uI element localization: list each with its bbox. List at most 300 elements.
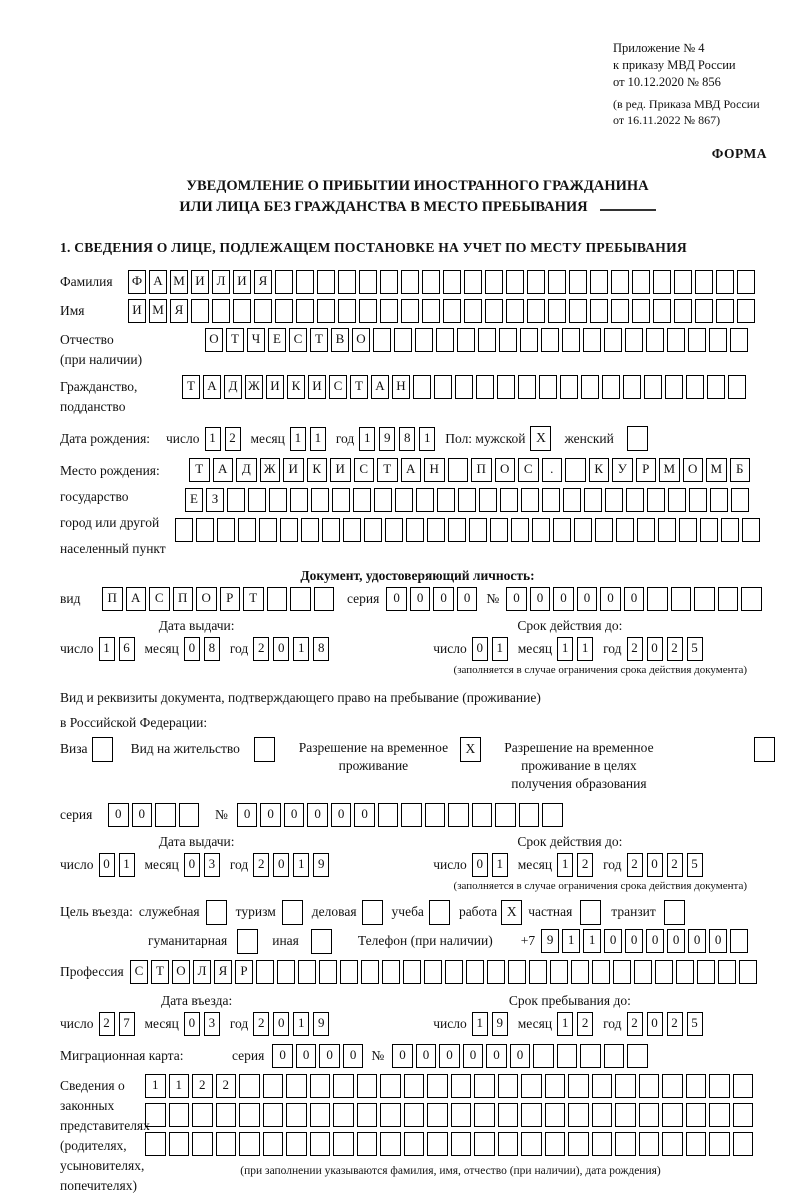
char-cell[interactable] xyxy=(361,960,379,984)
char-cell[interactable] xyxy=(730,328,748,352)
char-cell[interactable]: П xyxy=(173,587,194,611)
char-cell[interactable]: 0 xyxy=(273,637,289,661)
char-cell[interactable]: 0 xyxy=(416,1044,437,1068)
char-cell[interactable]: Ж xyxy=(260,458,281,482)
char-cell[interactable] xyxy=(560,375,578,399)
char-cell[interactable]: 6 xyxy=(119,637,135,661)
char-cell[interactable]: Т xyxy=(350,375,368,399)
char-cell[interactable] xyxy=(741,587,762,611)
char-cell[interactable]: С xyxy=(289,328,307,352)
char-cell[interactable] xyxy=(424,960,442,984)
char-cell[interactable] xyxy=(254,299,272,323)
char-cell[interactable] xyxy=(553,518,571,542)
char-cell[interactable]: И xyxy=(266,375,284,399)
char-cell[interactable]: И xyxy=(191,270,209,294)
char-cell[interactable] xyxy=(380,270,398,294)
char-cell[interactable] xyxy=(709,328,727,352)
char-cell[interactable] xyxy=(568,1074,589,1098)
char-cell[interactable] xyxy=(451,1103,472,1127)
char-cell[interactable]: Р xyxy=(235,960,253,984)
char-cell[interactable] xyxy=(485,299,503,323)
char-cell[interactable] xyxy=(322,518,340,542)
char-cell[interactable]: Б xyxy=(730,458,751,482)
char-cell[interactable] xyxy=(574,518,592,542)
char-cell[interactable] xyxy=(380,1132,401,1156)
char-cell[interactable] xyxy=(716,270,734,294)
char-cell[interactable]: 2 xyxy=(253,637,269,661)
char-cell[interactable] xyxy=(239,1132,260,1156)
char-cell[interactable] xyxy=(458,488,476,512)
char-cell[interactable] xyxy=(533,1044,554,1068)
char-cell[interactable] xyxy=(451,1132,472,1156)
char-cell[interactable] xyxy=(495,803,516,827)
char-cell[interactable] xyxy=(216,1132,237,1156)
char-cell[interactable] xyxy=(548,270,566,294)
char-cell[interactable] xyxy=(373,328,391,352)
char-cell[interactable] xyxy=(487,960,505,984)
char-cell[interactable]: Ф xyxy=(128,270,146,294)
char-cell[interactable]: 0 xyxy=(530,587,551,611)
char-cell[interactable] xyxy=(668,488,686,512)
char-cell[interactable] xyxy=(145,1132,166,1156)
char-cell[interactable]: С xyxy=(518,458,539,482)
char-cell[interactable] xyxy=(448,518,466,542)
char-cell[interactable] xyxy=(263,1074,284,1098)
char-cell[interactable] xyxy=(500,488,518,512)
char-cell[interactable] xyxy=(317,299,335,323)
char-cell[interactable]: 0 xyxy=(184,1012,200,1036)
char-cell[interactable] xyxy=(478,328,496,352)
char-cell[interactable] xyxy=(569,299,587,323)
char-cell[interactable]: 2 xyxy=(667,853,683,877)
char-cell[interactable] xyxy=(615,1103,636,1127)
char-cell[interactable]: С xyxy=(329,375,347,399)
char-cell[interactable]: 3 xyxy=(204,853,220,877)
char-cell[interactable] xyxy=(357,1074,378,1098)
char-cell[interactable] xyxy=(694,587,715,611)
char-cell[interactable]: 2 xyxy=(577,1012,593,1036)
char-cell[interactable] xyxy=(280,518,298,542)
char-cell[interactable] xyxy=(653,299,671,323)
char-cell[interactable]: А xyxy=(203,375,221,399)
char-cell[interactable] xyxy=(592,960,610,984)
char-cell[interactable]: 1 xyxy=(169,1074,190,1098)
title-blank-underline[interactable] xyxy=(600,208,656,211)
char-cell[interactable] xyxy=(259,518,277,542)
char-cell[interactable]: О xyxy=(172,960,190,984)
char-cell[interactable] xyxy=(238,518,256,542)
char-cell[interactable] xyxy=(192,1132,213,1156)
char-cell[interactable] xyxy=(357,1132,378,1156)
char-cell[interactable] xyxy=(248,488,266,512)
char-cell[interactable] xyxy=(590,270,608,294)
char-cell[interactable]: И xyxy=(283,458,304,482)
char-cell[interactable] xyxy=(590,299,608,323)
char-cell[interactable] xyxy=(357,1103,378,1127)
char-cell[interactable] xyxy=(466,960,484,984)
char-cell[interactable]: В xyxy=(331,328,349,352)
char-cell[interactable] xyxy=(671,587,692,611)
char-cell[interactable] xyxy=(733,1132,754,1156)
char-cell[interactable]: 5 xyxy=(687,1012,703,1036)
char-cell[interactable] xyxy=(709,1074,730,1098)
char-cell[interactable]: Ж xyxy=(245,375,263,399)
char-cell[interactable] xyxy=(425,803,446,827)
char-cell[interactable] xyxy=(521,1103,542,1127)
char-cell[interactable] xyxy=(644,375,662,399)
char-cell[interactable] xyxy=(485,270,503,294)
char-cell[interactable] xyxy=(448,458,469,482)
char-cell[interactable] xyxy=(686,1132,707,1156)
char-cell[interactable] xyxy=(338,299,356,323)
char-cell[interactable] xyxy=(632,270,650,294)
char-cell[interactable] xyxy=(562,328,580,352)
char-cell[interactable] xyxy=(216,1103,237,1127)
char-cell[interactable]: Н xyxy=(424,458,445,482)
char-cell[interactable]: И xyxy=(128,299,146,323)
char-cell[interactable]: Ч xyxy=(247,328,265,352)
char-cell[interactable]: Я xyxy=(254,270,272,294)
char-cell[interactable]: Т xyxy=(226,328,244,352)
char-cell[interactable] xyxy=(239,1074,260,1098)
char-cell[interactable] xyxy=(451,1074,472,1098)
char-cell[interactable]: 2 xyxy=(627,637,643,661)
char-cell[interactable] xyxy=(385,518,403,542)
char-cell[interactable] xyxy=(497,375,515,399)
char-cell[interactable] xyxy=(580,1044,601,1068)
char-cell[interactable] xyxy=(662,1074,683,1098)
char-cell[interactable] xyxy=(380,1074,401,1098)
char-cell[interactable] xyxy=(506,270,524,294)
char-cell[interactable]: 0 xyxy=(457,587,478,611)
char-cell[interactable]: 1 xyxy=(293,1012,309,1036)
char-cell[interactable] xyxy=(179,803,200,827)
char-cell[interactable]: М xyxy=(659,458,680,482)
char-cell[interactable]: 2 xyxy=(253,853,269,877)
char-cell[interactable] xyxy=(520,328,538,352)
char-cell[interactable]: 0 xyxy=(296,1044,317,1068)
char-cell[interactable]: 9 xyxy=(541,929,559,953)
char-cell[interactable]: 9 xyxy=(313,853,329,877)
char-cell[interactable] xyxy=(333,1132,354,1156)
char-cell[interactable] xyxy=(310,1074,331,1098)
char-cell[interactable] xyxy=(667,328,685,352)
char-cell[interactable] xyxy=(340,960,358,984)
char-cell[interactable] xyxy=(686,1103,707,1127)
char-cell[interactable]: 0 xyxy=(184,853,200,877)
char-cell[interactable] xyxy=(474,1132,495,1156)
char-cell[interactable]: 0 xyxy=(392,1044,413,1068)
char-cell[interactable] xyxy=(191,299,209,323)
char-cell[interactable] xyxy=(275,270,293,294)
char-cell[interactable] xyxy=(317,270,335,294)
char-cell[interactable]: Е xyxy=(268,328,286,352)
char-cell[interactable]: Т xyxy=(151,960,169,984)
char-cell[interactable] xyxy=(277,960,295,984)
char-cell[interactable] xyxy=(404,1132,425,1156)
char-cell[interactable] xyxy=(319,960,337,984)
char-cell[interactable]: Я xyxy=(214,960,232,984)
char-cell[interactable] xyxy=(721,518,739,542)
char-cell[interactable] xyxy=(296,270,314,294)
char-cell[interactable] xyxy=(623,375,641,399)
char-cell[interactable] xyxy=(155,803,176,827)
char-cell[interactable] xyxy=(434,375,452,399)
char-cell[interactable]: 1 xyxy=(119,853,135,877)
char-cell[interactable] xyxy=(709,1103,730,1127)
char-cell[interactable] xyxy=(695,270,713,294)
char-cell[interactable] xyxy=(333,1103,354,1127)
char-cell[interactable]: О xyxy=(683,458,704,482)
char-cell[interactable] xyxy=(364,518,382,542)
char-cell[interactable] xyxy=(541,328,559,352)
char-cell[interactable] xyxy=(301,518,319,542)
char-cell[interactable]: Р xyxy=(636,458,657,482)
char-cell[interactable] xyxy=(267,587,288,611)
char-cell[interactable]: 1 xyxy=(293,853,309,877)
char-cell[interactable] xyxy=(443,299,461,323)
char-cell[interactable]: 9 xyxy=(492,1012,508,1036)
char-cell[interactable] xyxy=(626,488,644,512)
char-cell[interactable] xyxy=(615,1132,636,1156)
char-cell[interactable]: Д xyxy=(224,375,242,399)
char-cell[interactable] xyxy=(343,518,361,542)
char-cell[interactable] xyxy=(508,960,526,984)
char-cell[interactable] xyxy=(646,328,664,352)
char-cell[interactable] xyxy=(427,1132,448,1156)
char-cell[interactable]: 0 xyxy=(272,1044,293,1068)
char-cell[interactable]: 9 xyxy=(379,427,395,451)
char-cell[interactable] xyxy=(380,1103,401,1127)
char-cell[interactable] xyxy=(557,1044,578,1068)
char-cell[interactable] xyxy=(333,1074,354,1098)
char-cell[interactable]: О xyxy=(196,587,217,611)
char-cell[interactable]: 0 xyxy=(108,803,129,827)
char-cell[interactable]: 0 xyxy=(472,637,488,661)
char-cell[interactable]: З xyxy=(206,488,224,512)
char-cell[interactable]: 8 xyxy=(313,637,329,661)
rvp-checkbox[interactable]: X xyxy=(460,737,481,762)
char-cell[interactable]: У xyxy=(612,458,633,482)
char-cell[interactable]: 1 xyxy=(472,1012,488,1036)
char-cell[interactable]: 0 xyxy=(237,803,258,827)
char-cell[interactable] xyxy=(637,518,655,542)
char-cell[interactable] xyxy=(733,1074,754,1098)
char-cell[interactable]: 0 xyxy=(331,803,352,827)
char-cell[interactable]: 0 xyxy=(510,1044,531,1068)
char-cell[interactable] xyxy=(665,375,683,399)
char-cell[interactable] xyxy=(563,488,581,512)
char-cell[interactable]: П xyxy=(471,458,492,482)
char-cell[interactable] xyxy=(498,1132,519,1156)
char-cell[interactable] xyxy=(422,270,440,294)
char-cell[interactable] xyxy=(739,960,757,984)
char-cell[interactable] xyxy=(422,299,440,323)
char-cell[interactable]: 2 xyxy=(577,853,593,877)
char-cell[interactable]: 0 xyxy=(463,1044,484,1068)
char-cell[interactable]: . xyxy=(542,458,563,482)
char-cell[interactable]: 8 xyxy=(204,637,220,661)
char-cell[interactable] xyxy=(263,1103,284,1127)
char-cell[interactable] xyxy=(716,299,734,323)
char-cell[interactable]: 0 xyxy=(667,929,685,953)
purpose-delovaya-checkbox[interactable] xyxy=(362,900,383,925)
char-cell[interactable]: 1 xyxy=(577,637,593,661)
char-cell[interactable] xyxy=(175,518,193,542)
char-cell[interactable]: 3 xyxy=(204,1012,220,1036)
char-cell[interactable]: О xyxy=(205,328,223,352)
char-cell[interactable] xyxy=(476,375,494,399)
char-cell[interactable]: 0 xyxy=(709,929,727,953)
char-cell[interactable]: Я xyxy=(170,299,188,323)
purpose-sluzhebnaya-checkbox[interactable] xyxy=(206,900,227,925)
char-cell[interactable] xyxy=(707,375,725,399)
char-cell[interactable]: Р xyxy=(220,587,241,611)
char-cell[interactable] xyxy=(639,1074,660,1098)
char-cell[interactable] xyxy=(464,299,482,323)
char-cell[interactable] xyxy=(662,1132,683,1156)
char-cell[interactable]: Н xyxy=(392,375,410,399)
char-cell[interactable] xyxy=(731,488,749,512)
char-cell[interactable] xyxy=(145,1103,166,1127)
char-cell[interactable] xyxy=(733,1103,754,1127)
char-cell[interactable] xyxy=(542,803,563,827)
char-cell[interactable] xyxy=(625,328,643,352)
char-cell[interactable]: Т xyxy=(310,328,328,352)
char-cell[interactable]: 2 xyxy=(667,1012,683,1036)
char-cell[interactable]: 0 xyxy=(577,587,598,611)
char-cell[interactable]: М xyxy=(706,458,727,482)
char-cell[interactable] xyxy=(382,960,400,984)
char-cell[interactable] xyxy=(674,270,692,294)
purpose-turizm-checkbox[interactable] xyxy=(282,900,303,925)
char-cell[interactable]: 0 xyxy=(433,587,454,611)
char-cell[interactable] xyxy=(545,1103,566,1127)
char-cell[interactable] xyxy=(338,270,356,294)
char-cell[interactable] xyxy=(286,1074,307,1098)
char-cell[interactable] xyxy=(521,1132,542,1156)
char-cell[interactable]: 0 xyxy=(132,803,153,827)
char-cell[interactable] xyxy=(415,328,433,352)
char-cell[interactable]: О xyxy=(495,458,516,482)
char-cell[interactable]: 8 xyxy=(399,427,415,451)
char-cell[interactable]: И xyxy=(308,375,326,399)
char-cell[interactable]: 0 xyxy=(319,1044,340,1068)
char-cell[interactable] xyxy=(653,270,671,294)
purpose-chastnaya-checkbox[interactable] xyxy=(580,900,601,925)
char-cell[interactable] xyxy=(688,328,706,352)
char-cell[interactable] xyxy=(565,458,586,482)
char-cell[interactable] xyxy=(490,518,508,542)
char-cell[interactable] xyxy=(469,518,487,542)
char-cell[interactable] xyxy=(521,1074,542,1098)
char-cell[interactable] xyxy=(615,1074,636,1098)
char-cell[interactable] xyxy=(584,488,602,512)
char-cell[interactable]: 2 xyxy=(667,637,683,661)
char-cell[interactable]: 0 xyxy=(260,803,281,827)
char-cell[interactable]: 1 xyxy=(310,427,326,451)
rvp-education-checkbox[interactable] xyxy=(754,737,775,762)
char-cell[interactable] xyxy=(686,1074,707,1098)
char-cell[interactable] xyxy=(700,518,718,542)
char-cell[interactable]: Л xyxy=(193,960,211,984)
char-cell[interactable]: 0 xyxy=(647,637,663,661)
char-cell[interactable]: 5 xyxy=(687,637,703,661)
char-cell[interactable] xyxy=(286,1132,307,1156)
char-cell[interactable] xyxy=(401,270,419,294)
char-cell[interactable] xyxy=(263,1132,284,1156)
char-cell[interactable] xyxy=(479,488,497,512)
char-cell[interactable] xyxy=(548,299,566,323)
char-cell[interactable]: 0 xyxy=(439,1044,460,1068)
char-cell[interactable] xyxy=(542,488,560,512)
char-cell[interactable]: 0 xyxy=(506,587,527,611)
char-cell[interactable] xyxy=(416,488,434,512)
char-cell[interactable] xyxy=(227,488,245,512)
char-cell[interactable]: К xyxy=(589,458,610,482)
char-cell[interactable]: 2 xyxy=(225,427,241,451)
char-cell[interactable] xyxy=(359,299,377,323)
char-cell[interactable]: 0 xyxy=(600,587,621,611)
char-cell[interactable] xyxy=(695,299,713,323)
char-cell[interactable] xyxy=(286,1103,307,1127)
char-cell[interactable] xyxy=(404,1103,425,1127)
char-cell[interactable]: 0 xyxy=(647,1012,663,1036)
purpose-rabota-checkbox[interactable]: X xyxy=(501,900,522,925)
char-cell[interactable]: И xyxy=(330,458,351,482)
char-cell[interactable] xyxy=(169,1132,190,1156)
char-cell[interactable] xyxy=(571,960,589,984)
char-cell[interactable] xyxy=(639,1103,660,1127)
char-cell[interactable] xyxy=(472,803,493,827)
char-cell[interactable] xyxy=(710,488,728,512)
female-checkbox[interactable] xyxy=(627,426,648,451)
char-cell[interactable]: Т xyxy=(182,375,200,399)
char-cell[interactable]: 1 xyxy=(583,929,601,953)
char-cell[interactable] xyxy=(445,960,463,984)
char-cell[interactable]: А xyxy=(213,458,234,482)
char-cell[interactable] xyxy=(730,929,748,953)
char-cell[interactable] xyxy=(737,270,755,294)
char-cell[interactable] xyxy=(427,1074,448,1098)
char-cell[interactable] xyxy=(511,518,529,542)
char-cell[interactable]: 1 xyxy=(419,427,435,451)
char-cell[interactable] xyxy=(401,803,422,827)
char-cell[interactable]: П xyxy=(102,587,123,611)
char-cell[interactable] xyxy=(521,488,539,512)
char-cell[interactable]: Е xyxy=(185,488,203,512)
char-cell[interactable]: 1 xyxy=(562,929,580,953)
char-cell[interactable]: Т xyxy=(189,458,210,482)
char-cell[interactable]: К xyxy=(287,375,305,399)
char-cell[interactable]: 0 xyxy=(472,853,488,877)
char-cell[interactable]: 1 xyxy=(557,637,573,661)
char-cell[interactable] xyxy=(169,1103,190,1127)
char-cell[interactable] xyxy=(436,328,454,352)
char-cell[interactable]: 2 xyxy=(192,1074,213,1098)
char-cell[interactable]: 0 xyxy=(688,929,706,953)
char-cell[interactable]: 1 xyxy=(492,637,508,661)
char-cell[interactable]: 2 xyxy=(216,1074,237,1098)
char-cell[interactable] xyxy=(239,1103,260,1127)
char-cell[interactable] xyxy=(310,1103,331,1127)
char-cell[interactable] xyxy=(595,518,613,542)
char-cell[interactable]: 1 xyxy=(557,1012,573,1036)
char-cell[interactable] xyxy=(499,328,517,352)
char-cell[interactable]: 0 xyxy=(646,929,664,953)
char-cell[interactable]: 0 xyxy=(410,587,431,611)
char-cell[interactable]: 1 xyxy=(99,637,115,661)
